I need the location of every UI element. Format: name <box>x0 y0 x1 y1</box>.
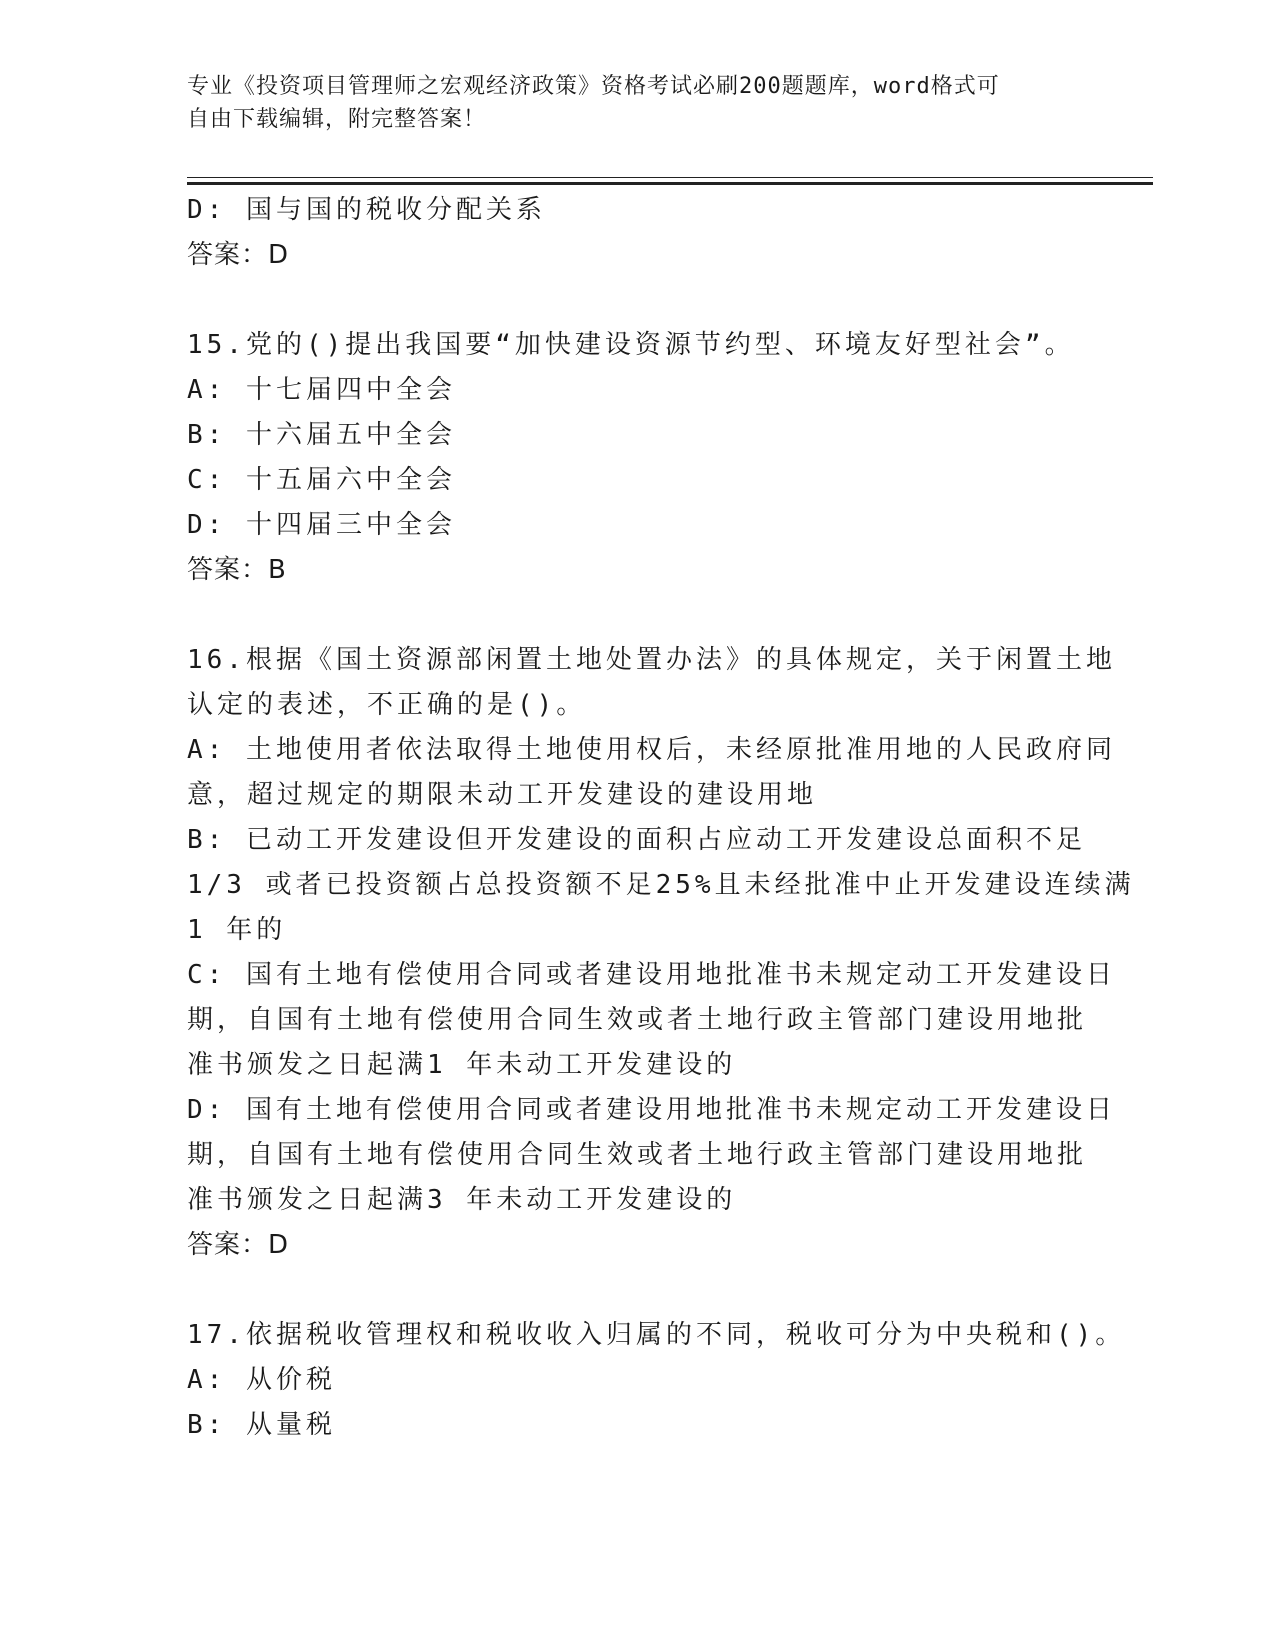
header-line: 自由下载编辑，附完整答案！ <box>187 107 487 132</box>
option-d: 期，自国有土地有偿使用合同生效或者土地行政主管部门建设用地批 <box>187 1140 1088 1170</box>
option-a: A: 土地使用者依法取得土地使用权后，未经原批准用地的人民政府同 <box>187 735 1116 765</box>
spacer <box>187 1268 1087 1313</box>
option-d: D: 国有土地有偿使用合同或者建设用地批准书未规定动工开发建设日 <box>187 1095 1116 1125</box>
answer-line: 答案：D <box>187 1230 290 1260</box>
answer-line: 答案：D <box>187 240 290 270</box>
option-d: D: 国与国的税收分配关系 <box>187 195 546 225</box>
spacer <box>187 593 1087 638</box>
option-c: C: 国有土地有偿使用合同或者建设用地批准书未规定动工开发建设日 <box>187 960 1116 990</box>
option-a: A: 十七届四中全会 <box>187 375 456 405</box>
question-stem: 认定的表述，不正确的是()。 <box>187 690 587 720</box>
question-stem: 16.根据《国土资源部闲置土地处置办法》的具体规定，关于闲置土地 <box>187 645 1116 675</box>
option-b: B: 已动工开发建设但开发建设的面积占应动工开发建设总面积不足 <box>187 825 1086 855</box>
question-stem: 17.依据税收管理权和税收收入归属的不同，税收可分为中央税和()。 <box>187 1320 1126 1350</box>
question-list <box>187 188 1135 1448</box>
question-stem: 15.党的()提出我国要“加快建设资源节约型、环境友好型社会”。 <box>187 330 1075 360</box>
option-c: 准书颁发之日起满1 年未动工开发建设的 <box>187 1050 737 1080</box>
option-b: B: 十六届五中全会 <box>187 420 456 450</box>
option-b: B: 从量税 <box>187 1410 336 1440</box>
answer-line: 答案：B <box>187 555 287 585</box>
option-a: 意，超过规定的期限未动工开发建设的建设用地 <box>187 780 818 810</box>
header-rule-thick <box>187 182 1153 185</box>
option-b: 1 年的 <box>187 915 287 945</box>
option-c: C: 十五届六中全会 <box>187 465 456 495</box>
option-a: A: 从价税 <box>187 1365 336 1395</box>
option-c: 期，自国有土地有偿使用合同生效或者土地行政主管部门建设用地批 <box>187 1005 1088 1035</box>
option-b: 1/3 或者已投资额占总投资额不足25%且未经批准中止开发建设连续满 <box>187 870 1135 900</box>
option-d: 准书颁发之日起满3 年未动工开发建设的 <box>187 1185 737 1215</box>
document-header <box>187 70 1067 136</box>
header-rule-thin <box>187 177 1153 178</box>
option-d: D: 十四届三中全会 <box>187 510 456 540</box>
spacer <box>187 278 1087 323</box>
header-line: 专业《投资项目管理师之宏观经济政策》资格考试必刷200题题库，word格式可 <box>187 74 1000 99</box>
